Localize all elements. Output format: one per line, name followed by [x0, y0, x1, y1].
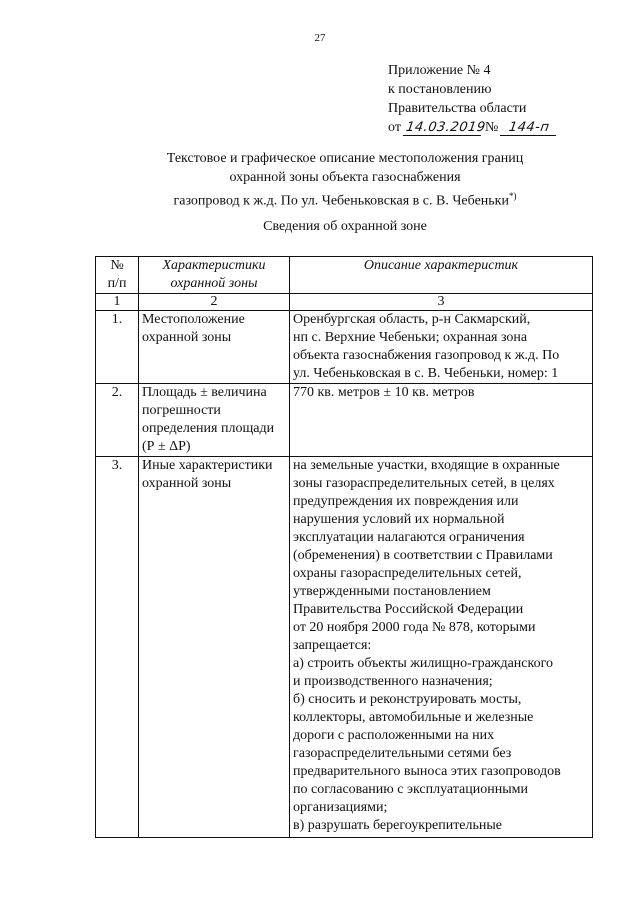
header-characteristics-line: Характеристики: [162, 258, 266, 273]
text-line: от 20 ноября 2000 года № 878, которыми: [293, 620, 536, 635]
text-line: Местоположение: [142, 312, 245, 327]
header-number-line: п/п: [107, 276, 127, 291]
row-description: [290, 311, 593, 384]
text-line: объекта газоснабжения газопровод к ж.д. По: [293, 348, 560, 363]
text-line: Площадь ± величина: [142, 385, 267, 400]
handwritten-number: 144-п: [500, 120, 558, 136]
header-characteristics-line: охранной зоны: [170, 276, 258, 291]
header-description: Описание характеристик: [290, 257, 593, 294]
page-number: 27: [314, 32, 326, 44]
text-line: организациями;: [293, 800, 388, 815]
section-title: Сведения об охранной зоне: [263, 219, 427, 234]
text-line: эксплуатации налагаются ограничения: [293, 530, 525, 545]
title-line-3-text: газопровод к ж.д. По ул. Чебеньковская в с. В. Чебеньки: [173, 193, 509, 209]
text-line: в) разрушать берегоукрепительные: [293, 818, 503, 833]
text-line: (обременения) в соответствии с Правилами: [293, 548, 553, 563]
from-label: от: [388, 120, 401, 135]
appendix-government: Правительства области: [388, 101, 527, 116]
table-row: [96, 384, 593, 457]
table-row: [96, 457, 593, 838]
text-line: ул. Чебеньковская в с. В. Чебеньки, номер: 1: [293, 366, 559, 381]
footnote-mark: *): [508, 191, 517, 201]
row-number: 2.: [96, 384, 139, 457]
header-characteristics: [139, 257, 290, 294]
column-index: 3: [290, 294, 593, 311]
appendix-block: [388, 61, 560, 137]
title-line-3: [0, 187, 640, 211]
header-number: [96, 257, 139, 294]
text-line: б) сносить и реконструировать мосты,: [293, 692, 522, 707]
text-line: утвержденными постановлением: [293, 584, 491, 599]
text-line: по согласованию с эксплуатационными: [293, 782, 528, 797]
text-line: 770 кв. метров ± 10 кв. метров: [293, 385, 475, 400]
text-line: охранной зоны: [142, 476, 232, 491]
column-index-row: [96, 294, 593, 311]
text-line: охраны газораспределительных сетей,: [293, 566, 522, 581]
text-line: предварительного выноса этих газопроводов: [293, 764, 561, 779]
text-line: запрещается:: [293, 638, 372, 653]
header-number-line: №: [110, 258, 124, 273]
row-number: 1.: [96, 311, 139, 384]
text-line: определения площади: [142, 421, 275, 436]
number-label: №: [484, 120, 499, 135]
text-line: Иные характеристики: [142, 458, 273, 473]
text-line: охранной зоны: [142, 330, 232, 345]
text-line: зоны газораспределительных сетей, в целях: [293, 476, 555, 491]
row-characteristic: [139, 311, 290, 384]
text-line: газораспределительными сетями без: [293, 746, 512, 761]
appendix-title: Приложение № 4: [388, 63, 491, 78]
text-line: коллекторы, автомобильные и железные: [293, 710, 534, 725]
text-line: Правительства Российской Федерации: [293, 602, 524, 617]
row-number: 3.: [96, 457, 139, 838]
table-row: [96, 311, 593, 384]
row-description: [290, 457, 593, 838]
title-line-1: Текстовое и графическое описание местоположения границ: [166, 151, 524, 166]
text-line: (Р ± ΔР): [142, 439, 191, 454]
text-line: а) строить объекты жилищно-гражданского: [293, 656, 553, 671]
row-characteristic: [139, 457, 290, 838]
title-line-2: охранной зоны объекта газоснабжения: [229, 170, 461, 185]
text-line: и производственного назначения;: [293, 674, 493, 689]
text-line: Оренбургская область, р-н Сакмарский,: [293, 312, 531, 327]
column-index: 1: [96, 294, 139, 311]
handwritten-date: 14.03.2019: [403, 120, 483, 136]
row-characteristic: [139, 384, 290, 457]
text-line: нарушения условий их нормальной: [293, 512, 505, 527]
text-line: на земельные участки, входящие в охранные: [293, 458, 560, 473]
column-index: 2: [139, 294, 290, 311]
appendix-resolution: к постановлению: [388, 82, 492, 97]
text-line: нп с. Верхние Чебеньки; охранная зона: [293, 330, 528, 345]
row-description: [290, 384, 593, 457]
appendix-date-line: [388, 118, 560, 137]
protection-zone-table: [95, 256, 593, 838]
text-line: погрешности: [142, 403, 221, 418]
text-line: предупреждения их повреждения или: [293, 494, 519, 509]
text-line: дороги с расположенными на них: [293, 728, 495, 743]
table-header-row: [96, 257, 593, 294]
document-title: [0, 149, 640, 211]
